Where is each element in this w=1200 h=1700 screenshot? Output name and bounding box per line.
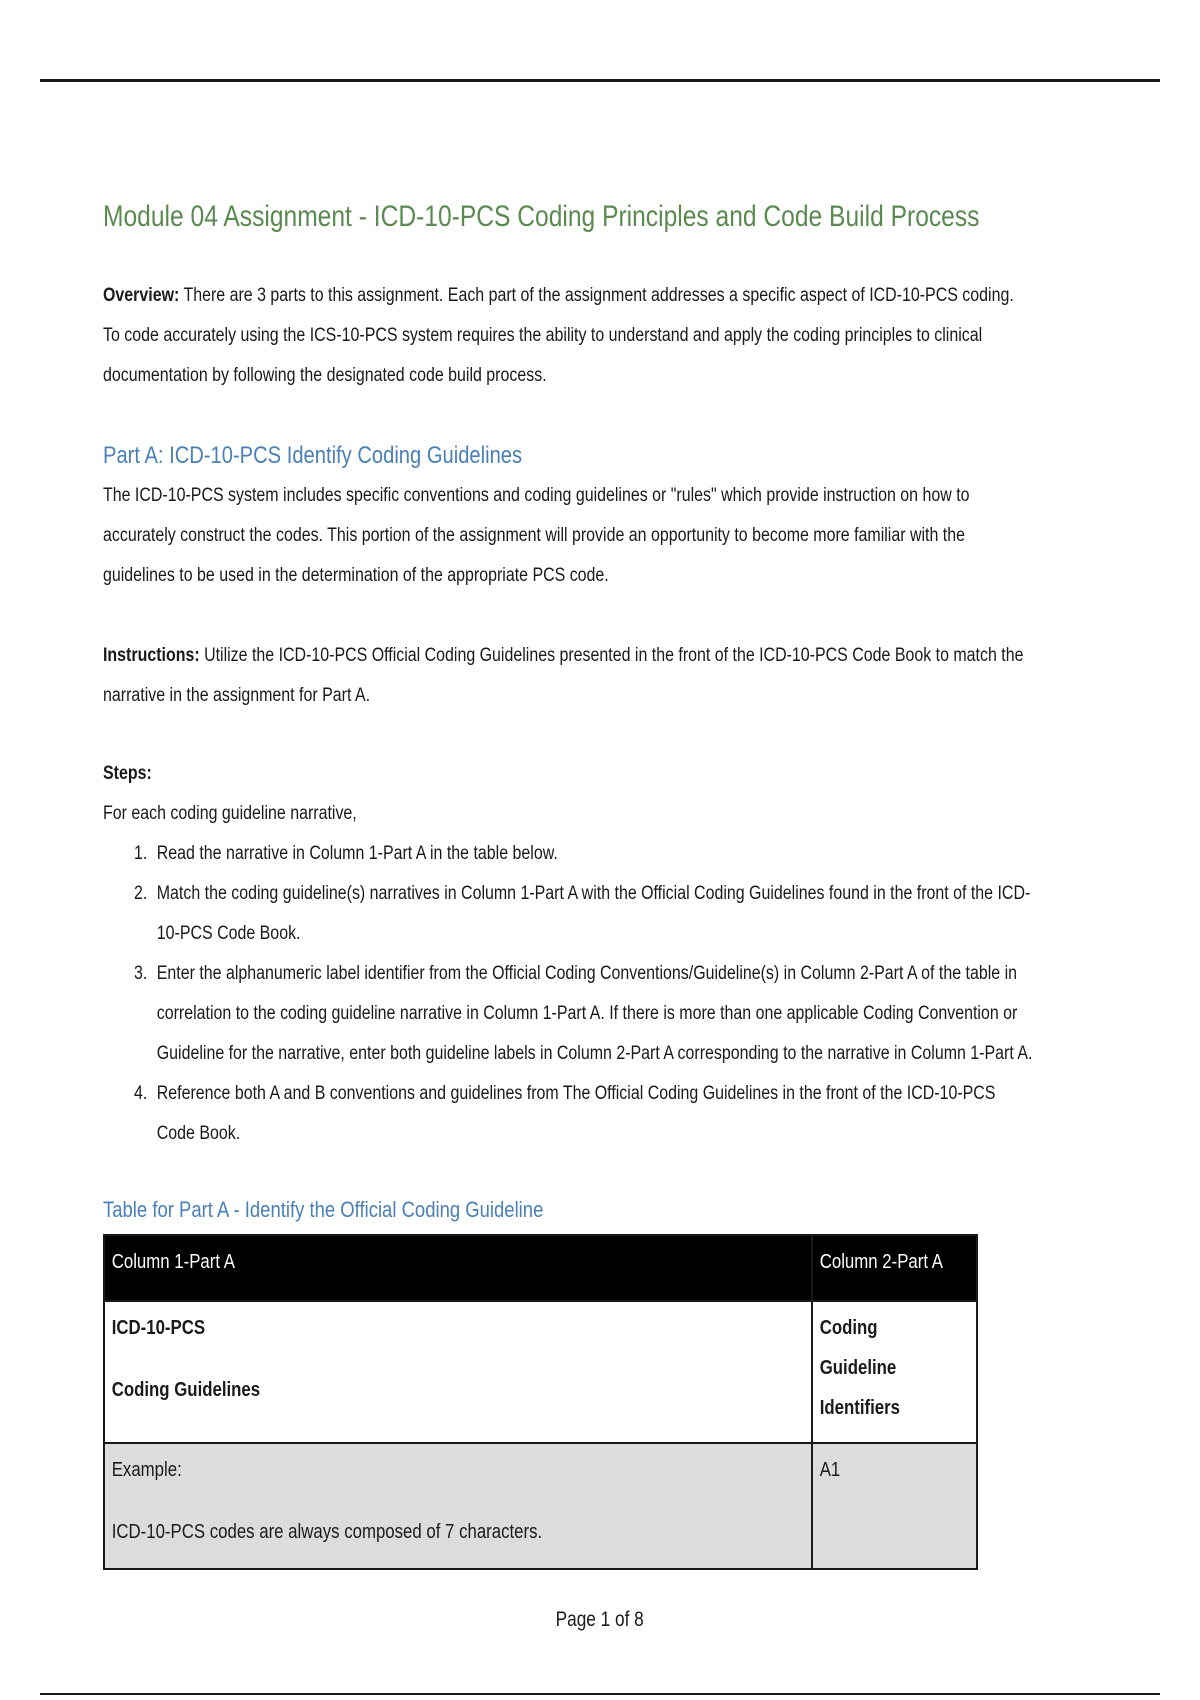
- example-text: ICD-10-PCS codes are always composed of 7 characters.: [111, 1521, 543, 1543]
- subheader-cell-2: [812, 1301, 977, 1443]
- steps-heading: [103, 754, 1033, 794]
- steps-list: [103, 834, 1033, 1154]
- instructions-label: Instructions:: [103, 645, 200, 666]
- spacer: [112, 1348, 692, 1370]
- example-id-cell: [812, 1443, 977, 1569]
- document-page: [103, 200, 1033, 1570]
- steps-label: Steps:: [103, 763, 152, 784]
- top-rule: [40, 79, 1160, 82]
- overview-paragraph: [103, 276, 1033, 396]
- subheader-line: Coding Guidelines: [111, 1379, 261, 1401]
- table-row: [104, 1443, 977, 1569]
- instructions-paragraph: [103, 636, 1033, 716]
- example-label: Example:: [111, 1459, 182, 1481]
- overview-label: Overview:: [103, 285, 180, 306]
- bottom-rule: [40, 1693, 1160, 1695]
- step-item: 4. Reference both A and B conventions and guidelines from The Official Coding Guidelines in the front of the ICD-10-PCS Code Book.: [152, 1074, 1033, 1154]
- overview-text: There are 3 parts to this assignment. Each part of the assignment addresses a specific aspect of ICD-10-PCS coding. To code accurately using the ICS-10-PCS system requires the ability to understand and apply the coding principles to clinical documentation by following the designated code build process.: [103, 285, 1014, 386]
- column-2-header-text: Column 2-Part A: [819, 1251, 944, 1273]
- subheader-line: Identifiers: [819, 1397, 901, 1419]
- page-number: Page 1 of 8: [555, 1608, 645, 1631]
- subheader-line: Guideline: [819, 1357, 897, 1379]
- step-item: 3. Enter the alphanumeric label identifier from the Official Coding Conventions/Guideline(s) in Column 2-Part A of the table in correlation to the coding guideline narrative in Column 1-Part A. If there is more than one applicable Coding Convention or Guideline for the narrative, enter both guideline labels in Column 2-Part A corresponding to the narrative in Column 1-Part A.: [152, 954, 1033, 1074]
- column-1-header-text: Column 1-Part A: [111, 1251, 235, 1273]
- document-title: Module 04 Assignment - ICD-10-PCS Coding Principles and Code Build Process: [103, 200, 980, 233]
- steps-intro: For each coding guideline narrative,: [103, 803, 357, 824]
- subheader-line: Coding: [819, 1317, 878, 1339]
- step-item: 2. Match the coding guideline(s) narratives in Column 1-Part A with the Official Coding Guidelines found in the front of the ICD-10-PCS Code Book.: [152, 874, 1033, 954]
- table-caption: Table for Part A - Identify the Official Coding Guideline: [103, 1197, 544, 1222]
- guideline-table: [103, 1234, 978, 1570]
- column-2-header: [812, 1235, 977, 1301]
- example-cell-content: [105, 1444, 698, 1558]
- part-a-heading: Part A: ICD-10-PCS Identify Coding Guidelines: [103, 442, 523, 469]
- subheader-cell-1: [104, 1301, 812, 1443]
- instructions-text: Utilize the ICD-10-PCS Official Coding Guidelines presented in the front of the ICD-10-PCS Code Book to match the narrative in the assignment for Part A.: [103, 645, 1024, 706]
- subheader-line: ICD-10-PCS: [111, 1317, 206, 1339]
- page-footer: [0, 1608, 1200, 1632]
- example-cell: [104, 1443, 812, 1569]
- table-header-row: [104, 1235, 977, 1301]
- spacer: [112, 1490, 692, 1512]
- column-1-header: [104, 1235, 812, 1301]
- table-subheader-row: [104, 1301, 977, 1443]
- subheader-cell-2-content: [813, 1302, 950, 1434]
- example-id: A1: [819, 1459, 841, 1481]
- part-a-intro: The ICD-10-PCS system includes specific conventions and coding guidelines or "rules" which provide instruction on how to accurately construct the codes. This portion of the assignment will provide an opportunity to become more familiar with the guidelines to be used in the determination of the appropriate PCS code.: [103, 485, 970, 586]
- step-item: 1. Read the narrative in Column 1-Part A in the table below.: [152, 834, 1033, 874]
- subheader-cell-1-content: [105, 1302, 698, 1416]
- document-body: [103, 276, 1033, 1230]
